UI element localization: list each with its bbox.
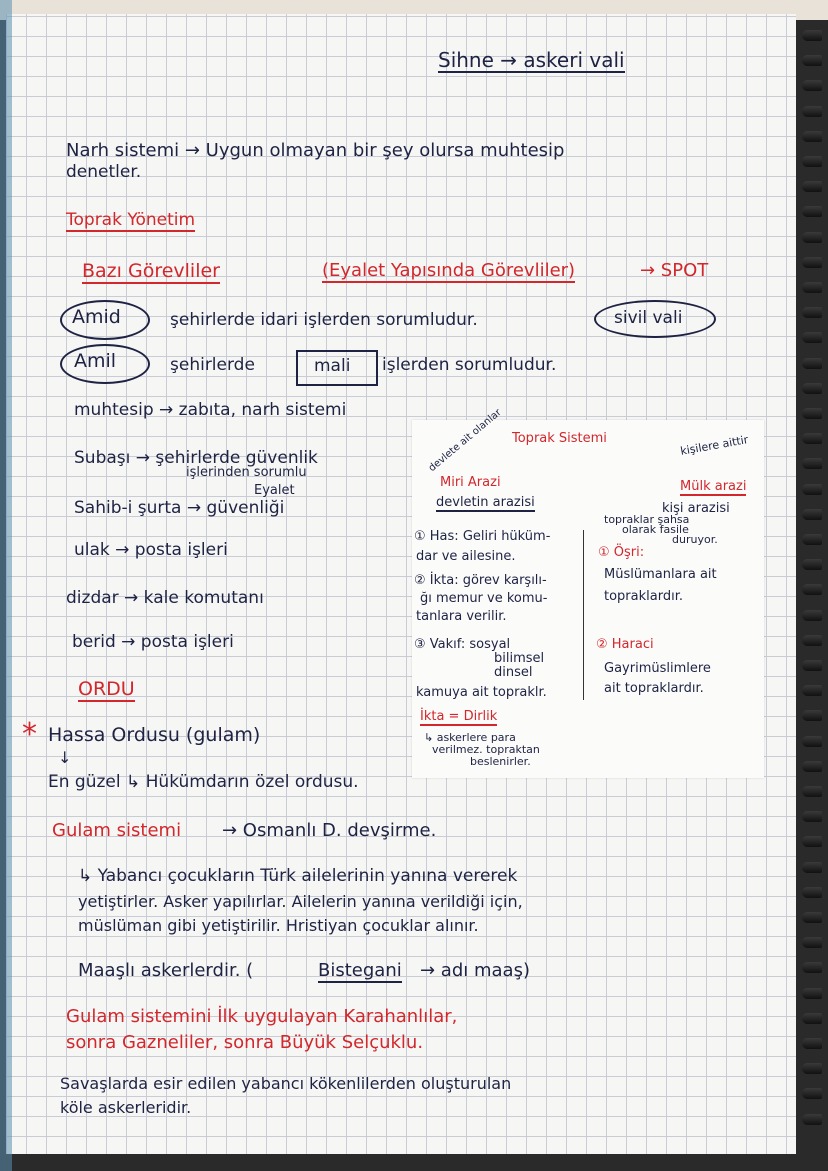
has: ① Has: Geliri hüküm- [414,529,551,544]
asker-2: verilmez. topraktan [432,743,540,756]
vakif: ③ Vakıf: sosyal [414,637,511,652]
spiral-ring [802,559,822,570]
musluman-1: Müslümanlara ait [604,567,717,582]
gulam-rest: → Osmanlı D. devşirme. [222,820,437,841]
ikta-3: tanlara verilir. [416,609,507,624]
osri: ① Öşri: [598,545,645,560]
eyalet-word: Eyalet [254,483,295,498]
subasi-line-2: işlerinden sorumlu [186,465,307,480]
down-arrow-icon: ↓ [58,748,72,767]
bistegani: Bistegani [318,960,402,981]
ulak-line: ulak → posta işleri [74,540,228,560]
mali: mali [314,356,351,376]
gayri-2: ait topraklardır. [604,681,704,696]
spiral-ring [802,786,822,797]
spiral-binding [800,30,824,1150]
spiral-ring [802,635,822,646]
gulam-line-2: sonra Gazneliler, sonra Büyük Selçuklu. [66,1032,424,1053]
spiral-ring [802,80,822,91]
miri-arazi: Miri Arazi [440,475,501,490]
spiral-ring [802,1114,822,1125]
spiral-ring [802,937,822,948]
spiral-ring [802,30,822,41]
spiral-ring [802,458,822,469]
spiral-ring [802,206,822,217]
amil-pre: şehirlerde [170,355,255,375]
spiral-ring [802,257,822,268]
toprak-heading: Toprak Yönetim [66,210,196,230]
spiral-ring [802,836,822,847]
spiral-ring [802,761,822,772]
savas-line-2: köle askerleridir. [60,1098,192,1117]
vakif-3: dinsel [494,665,533,680]
savas-line-1: Savaşlarda esir edilen yabancı kökenlilerden oluşturulan [60,1074,512,1093]
devletin-arazisi: devletin arazisi [436,495,535,510]
sivil-vali: sivil vali [614,308,683,328]
yabanci-line-2: yetiştirler. Asker yapılırlar. Ailelerin yanına verildiği için, [78,892,523,911]
spiral-ring [802,584,822,595]
has-2: dar ve ailesine. [416,549,516,564]
spiral-ring [802,1013,822,1024]
musluman-2: topraklardır. [604,589,683,604]
amid-label: Amid [72,306,121,328]
kisilere: kişilere aittir [679,433,750,458]
narh-line-2: denetler. [66,162,142,182]
sticky-divider [583,530,584,700]
subasi-line: Subaşı → şehirlerde güvenlik [74,448,318,468]
gulam-sistemi: Gulam sistemi [52,820,182,841]
spiral-ring [802,307,822,318]
spiral-ring [802,332,822,343]
spiral-ring [802,55,822,66]
spiral-ring [802,433,822,444]
amil-label: Amil [74,350,117,372]
spiral-ring [802,232,822,243]
muhtesip-line: muhtesip → zabıta, narh sistemi [74,400,347,420]
spiral-ring [802,660,822,671]
side-note: devlete ait olanlar [426,407,504,475]
ikta-2: ğı memur ve komu- [420,591,548,606]
ikta: ② İkta: görev karşılı- [414,573,547,588]
spiral-ring [802,408,822,419]
yabanci-line-1: ↳ Yabancı çocukların Türk ailelerinin yanına vererek [78,866,518,886]
eyalet-heading: (Eyalet Yapısında Görevliler) [322,260,576,281]
asker-1: ↳ askerlere para [424,731,516,744]
kisi-arazisi: kişi arazisi [662,501,730,516]
left-edge [0,0,12,1171]
spiral-ring [802,156,822,167]
dizdar-line: dizdar → kale komutanı [66,588,264,608]
spiral-ring [802,887,822,898]
maasli-post: → adı maaş) [420,960,530,981]
spiral-ring [802,383,822,394]
olarak: olarak fasile [622,523,689,536]
spiral-ring [802,181,822,192]
berid-line: berid → posta işleri [72,632,234,652]
spiral-ring [802,988,822,999]
star-icon: * [22,717,37,752]
asker-3: beslenirler. [470,755,531,768]
bazi-gorevliler: Bazı Görevliler [82,260,220,282]
spiral-ring [802,685,822,696]
spiral-ring [802,534,822,545]
gayri-1: Gayrimüslimlere [604,661,711,676]
enguzel-line: En güzel ↳ Hükümdarın özel ordusu. [48,772,359,792]
sahib-line: Sahib-i şurta → güvenliği [74,498,285,518]
spiral-ring [802,1063,822,1074]
mulk-arazi: Mülk arazi [680,479,747,494]
spiral-ring [802,106,822,117]
vakif-2: bilimsel [494,651,545,666]
spiral-ring [802,862,822,873]
maasli-pre: Maaşlı askerlerdir. ( [78,960,254,981]
spiral-ring [802,358,822,369]
spiral-ring [802,1038,822,1049]
title: Sihne → askeri vali [438,48,625,72]
spiral-ring [802,1088,822,1099]
topraklar: topraklar şahsa [604,513,690,526]
amil-post: işlerden sorumludur. [382,355,557,375]
ikta-dirlik: İkta = Dirlik [420,709,498,724]
ordu-heading: ORDU [78,678,135,700]
toprak-sistemi: Toprak Sistemi [512,431,607,446]
gulam-line-1: Gulam sistemini İlk uygulayan Karahanlılar, [66,1006,458,1027]
spiral-ring [802,962,822,973]
vakif-4: kamuya ait topraklr. [416,685,547,700]
harac: ② Haraci [596,637,654,652]
spiral-ring [802,811,822,822]
narh-line: Narh sistemi → Uygun olmayan bir şey olursa muhtesip [66,140,565,161]
spiral-ring [802,912,822,923]
spiral-ring [802,710,822,721]
duruyor: duruyor. [672,533,718,546]
yabanci-line-3: müslüman gibi yetiştirilir. Hristiyan çocuklar alınır. [78,916,479,935]
amid-text: şehirlerde idari işlerden sorumludur. [170,310,478,330]
spiral-ring [802,736,822,747]
spiral-ring [802,484,822,495]
spiral-ring [802,282,822,293]
spiral-ring [802,131,822,142]
eyalet-suffix: → SPOT [640,260,709,281]
hassa-line: Hassa Ordusu (gulam) [48,724,261,746]
spiral-ring [802,509,822,520]
spiral-ring [802,610,822,621]
